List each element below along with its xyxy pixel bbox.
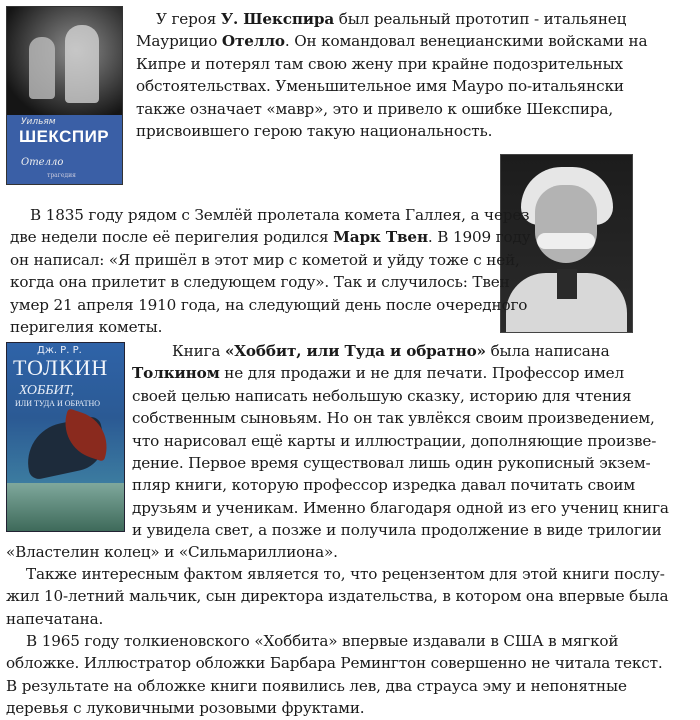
tolkien-name: Толкином (132, 364, 220, 383)
text-line: В результате на обложке книги появились лев, два страуса эму и непонятные (6, 676, 627, 695)
cover-figure (29, 37, 55, 99)
shakespeare-book-cover-image (6, 6, 123, 185)
cover-author-first-name: Уильям (21, 117, 56, 127)
text-line: что нарисовал ещё карты и иллюстрации, дополняющие произве- (132, 431, 657, 450)
text-line: пляр книги, которую профессор изредка давал почитать своим (132, 476, 635, 495)
hobbit-paragraph (132, 340, 669, 542)
text-line: дение. Первое время существовал лишь один рукописный экзем- (132, 454, 651, 473)
cover-genre: трагедия (47, 172, 76, 179)
hobbit-title: «Хоббит, или Туда и обратно» (224, 342, 486, 360)
text-line: Толкином не для продажи и не для печати. Профессор имел (132, 364, 625, 383)
text-line: и увидела свет, а позже и получила продолжение в виде трилогии (132, 521, 662, 540)
text-line: также означает «мавр», это и привело к ошибке Шекспира, (136, 99, 614, 118)
cover-title-main: ХОББИТ, (19, 383, 75, 398)
text-line: Книга «Хоббит, или Туда и обратно» была написана (172, 342, 610, 360)
cover-book-title: Отелло (21, 157, 64, 168)
cover-author-last-name: ШЕКСПИР (19, 127, 110, 146)
text-line: деревья с луковичными розовыми фруктами. (6, 699, 365, 718)
text-line: обстоятельствах. Уменьшительное имя Мауро по-итальянски (136, 77, 624, 96)
usa-1965-paragraph (6, 630, 663, 720)
text-line: перигелия кометы. (10, 318, 163, 337)
text-line: когда она прилетит в следующем году». Так и случилось: Твен (10, 273, 510, 292)
text-line: умер 21 апреля 1910 года, на следующий день после очередного (10, 295, 528, 314)
othello-paragraph (136, 8, 647, 142)
text-line: В 1835 году рядом с Землёй пролетала комета Галлея, а через (30, 206, 530, 224)
text-line: «Властелин колец» и «Сильмариллиона». (6, 543, 338, 561)
portrait-tie (557, 269, 577, 299)
text-line: собственным сыновьям. Но он так увлёкся своим произведением, (132, 409, 655, 428)
text-line: Кипре и потерял там свою жену при крайне подозрительных (136, 54, 623, 73)
cover-landscape (7, 483, 124, 531)
text-line: друзьям и ученикам. Именно благодаря одной из его учениц книга (132, 498, 669, 517)
hobbit-book-cover-image (6, 342, 125, 532)
text-line: У героя У. Шекспира был реальный прототип - итальянец (156, 10, 627, 28)
shakespeare-name: У. Шекспира (220, 10, 335, 28)
cover-author-initials: Дж. Р. Р. (37, 345, 82, 356)
cover-figure (65, 25, 99, 103)
text-line: своей целью написать небольшую сказку, историю для чтения (132, 386, 632, 405)
text-line: В 1965 году толкиеновского «Хоббита» впервые издавали в США в мягкой (26, 632, 619, 650)
portrait-mustache (537, 233, 595, 249)
twain-paragraph (10, 204, 530, 338)
text-line: жил 10-летний мальчик, сын директора издательства, в котором она впервые была (6, 587, 669, 606)
text-line: Маурицио Отелло. Он командовал венецианскими войсками на (136, 32, 648, 51)
reviewer-paragraph (6, 563, 668, 630)
text-line: присвоившего герою такую национальность. (136, 122, 493, 141)
othello-name: Отелло (221, 32, 285, 51)
text-line: обложке. Иллюстратор обложки Барбара Ремингтон совершенно не читала текст. (6, 654, 663, 673)
cover-title-sub: ИЛИ ТУДА И ОБРАТНО (15, 399, 101, 408)
portrait-face (535, 185, 597, 263)
twain-name: Марк Твен (333, 228, 428, 247)
text-line: напечатана. (6, 609, 104, 628)
text-line: он написал: «Я пришёл в этот мир с кометой и уйду тоже с ней, (10, 250, 520, 269)
hobbit-paragraph-end (6, 541, 338, 563)
text-line: две недели после её перигелия родился Марк Твен. В 1909 году (10, 228, 531, 247)
cover-author: ТОЛКИН (13, 355, 109, 380)
text-line: Также интересным фактом является то, что рецензентом для этой книги послу- (26, 565, 665, 583)
